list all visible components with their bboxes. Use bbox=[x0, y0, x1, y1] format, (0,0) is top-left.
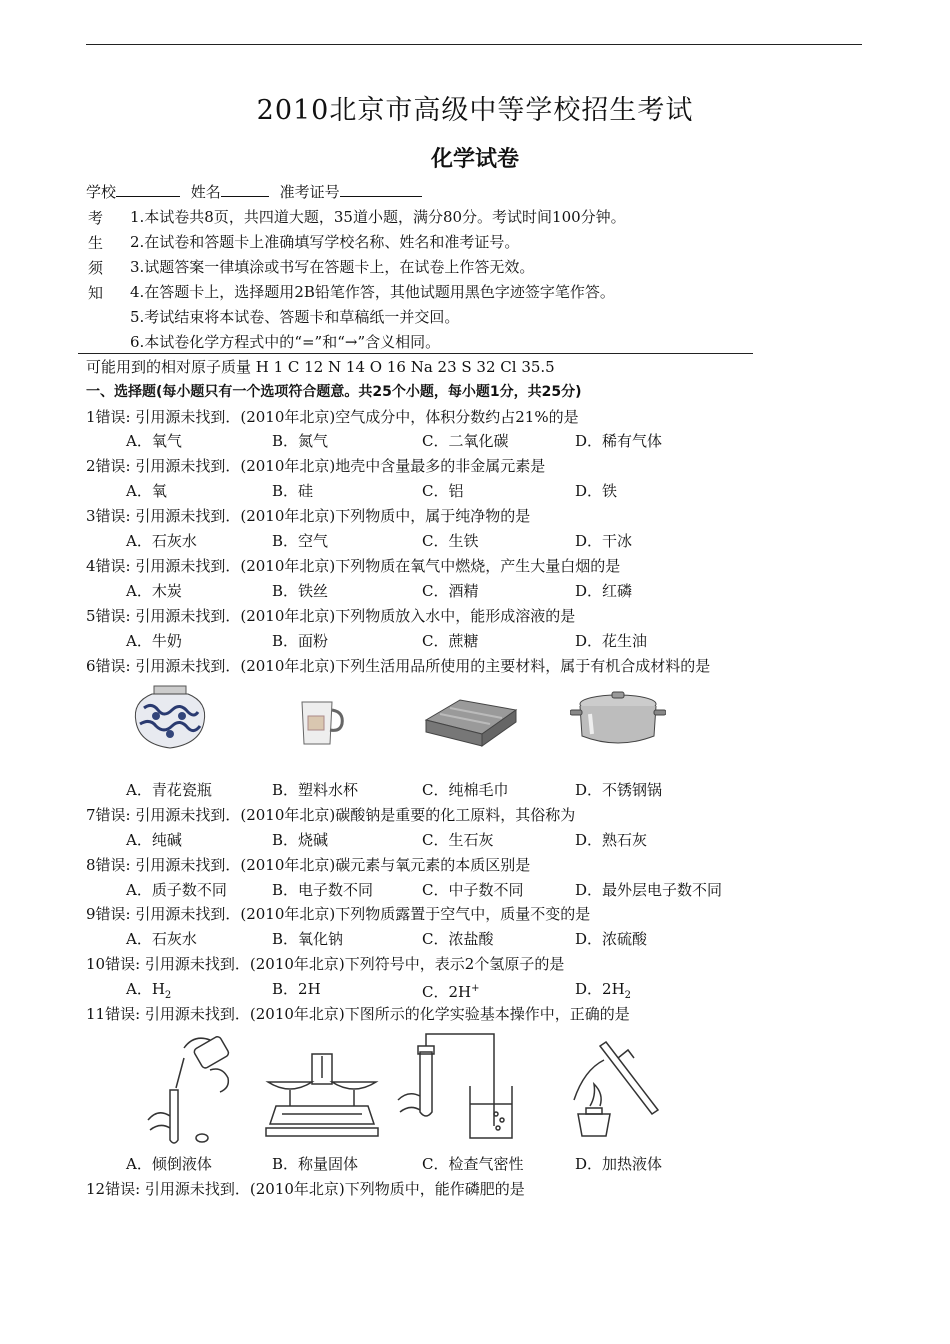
option-d: D．花生油 bbox=[575, 632, 648, 650]
superscript: + bbox=[471, 983, 480, 994]
option-c bbox=[422, 979, 480, 1002]
notice-item: 5.考试结束将本试卷、答题卡和草稿纸一并交回。 bbox=[130, 308, 460, 326]
question-stem: 4错误: 引用源未找到．(2010年北京)下列物质在氧气中燃烧，产生大量白烟的是 bbox=[86, 557, 621, 575]
exam-no-label: 准考证号 bbox=[279, 183, 340, 201]
notice-item: 3.试题答案一律填涂或书写在答题卡上，在试卷上作答无效。 bbox=[130, 258, 535, 276]
porcelain-vase-image bbox=[130, 684, 210, 750]
option-d: D．不锈钢锅 bbox=[575, 781, 663, 799]
option-b: B．铁丝 bbox=[272, 582, 329, 600]
option-c: C．酒精 bbox=[422, 582, 479, 600]
option-b: B．氮气 bbox=[272, 432, 329, 450]
name-blank bbox=[221, 182, 269, 197]
option-c-text: C．2H bbox=[422, 983, 472, 1001]
option-b: B．电子数不同 bbox=[272, 881, 374, 899]
school-blank bbox=[116, 182, 180, 197]
option-a: A．石灰水 bbox=[126, 930, 197, 948]
option-a: A．倾倒液体 bbox=[126, 1155, 212, 1173]
gas-tightness-check-image bbox=[396, 1030, 516, 1142]
plastic-cup-image bbox=[296, 698, 346, 748]
option-d: D．最外层电子数不同 bbox=[575, 881, 723, 899]
option-a: A．氧 bbox=[126, 482, 167, 500]
option-c: C．浓盐酸 bbox=[422, 930, 494, 948]
cotton-towel-image bbox=[420, 690, 520, 750]
option-d: D．浓硫酸 bbox=[575, 930, 648, 948]
question-stem: 1错误: 引用源未找到．(2010年北京)空气成分中，体积分数约占21%的是 bbox=[86, 408, 579, 426]
notice-side-char: 考 bbox=[88, 209, 104, 227]
option-d: D．稀有气体 bbox=[575, 432, 663, 450]
exam-no-blank bbox=[340, 182, 422, 197]
option-d: D．干冰 bbox=[575, 532, 633, 550]
option-c: C．铝 bbox=[422, 482, 464, 500]
option-c: C．纯棉毛巾 bbox=[422, 781, 509, 799]
notice-side-char: 生 bbox=[88, 234, 104, 252]
question-stem: 7错误: 引用源未找到．(2010年北京)碳酸钠是重要的化工原料，其俗称为 bbox=[86, 806, 576, 824]
option-b: B．2H bbox=[272, 980, 321, 998]
option-a: A．氧气 bbox=[126, 432, 182, 450]
info-fields bbox=[86, 182, 422, 202]
option-a: A．石灰水 bbox=[126, 532, 197, 550]
option-b: B．面粉 bbox=[272, 632, 329, 650]
name-label: 姓名 bbox=[190, 183, 221, 201]
question-stem: 10错误: 引用源未找到．(2010年北京)下列符号中，表示2个氢原子的是 bbox=[86, 955, 565, 973]
notice-side-char: 须 bbox=[88, 259, 104, 277]
question-stem: 9错误: 引用源未找到．(2010年北京)下列物质露置于空气中，质量不变的是 bbox=[86, 905, 591, 923]
option-b: B．氧化钠 bbox=[272, 930, 344, 948]
option-c: C．生石灰 bbox=[422, 831, 494, 849]
question-stem: 12错误: 引用源未找到．(2010年北京)下列物质中，能作磷肥的是 bbox=[86, 1180, 525, 1198]
question-stem: 5错误: 引用源未找到．(2010年北京)下列物质放入水中，能形成溶液的是 bbox=[86, 607, 576, 625]
option-d: D．铁 bbox=[575, 482, 618, 500]
option-a-text: A．H bbox=[126, 980, 165, 998]
notice-rule bbox=[78, 353, 753, 354]
notice-side-char: 知 bbox=[88, 284, 104, 302]
option-a: A．质子数不同 bbox=[126, 881, 227, 899]
notice-item: 1.本试卷共8页，共四道大题，35道小题，满分80分。考试时间100分钟。 bbox=[130, 208, 626, 226]
school-label: 学校 bbox=[86, 183, 117, 201]
question-stem: 3错误: 引用源未找到．(2010年北京)下列物质中，属于纯净物的是 bbox=[86, 507, 531, 525]
subscript: 2 bbox=[164, 990, 172, 1001]
option-b: B．塑料水杯 bbox=[272, 781, 359, 799]
question-stem: 6错误: 引用源未找到．(2010年北京)下列生活用品所使用的主要材料，属于有机合成材料的是 bbox=[86, 657, 711, 675]
option-b: B．称量固体 bbox=[272, 1155, 359, 1173]
option-c: C．中子数不同 bbox=[422, 881, 524, 899]
option-b: B．烧碱 bbox=[272, 831, 329, 849]
question-stem: 11错误: 引用源未找到．(2010年北京)下图所示的化学实验基本操作中，正确的是 bbox=[86, 1005, 630, 1023]
atomic-mass-line: 可能用到的相对原子质量 H 1 C 12 N 14 O 16 Na 23 S 32 Cl 35.5 bbox=[86, 358, 555, 376]
option-c: C．检查气密性 bbox=[422, 1155, 524, 1173]
steel-pot-image bbox=[570, 690, 666, 750]
option-d bbox=[575, 979, 631, 1006]
option-a: A．青花瓷瓶 bbox=[126, 781, 212, 799]
notice-item: 6.本试卷化学方程式中的“=”和“→”含义相同。 bbox=[130, 333, 441, 351]
option-d: D．红磷 bbox=[575, 582, 633, 600]
subscript: 2 bbox=[624, 990, 632, 1001]
option-c: C．生铁 bbox=[422, 532, 479, 550]
pouring-liquid-image bbox=[140, 1030, 240, 1146]
option-a: A．牛奶 bbox=[126, 632, 182, 650]
option-d: D．加热液体 bbox=[575, 1155, 663, 1173]
option-d: D．熟石灰 bbox=[575, 831, 648, 849]
section-1-heading: 一、选择题(每小题只有一个选项符合题意。共25个小题，每小题1分，共25分) bbox=[86, 384, 582, 400]
exam-title: 2010北京市高级中等学校招生考试 bbox=[256, 95, 694, 126]
option-a: A．纯碱 bbox=[126, 831, 182, 849]
top-rule bbox=[86, 44, 862, 45]
option-b: B．硅 bbox=[272, 482, 314, 500]
question-stem: 2错误: 引用源未找到．(2010年北京)地壳中含量最多的非金属元素是 bbox=[86, 457, 546, 475]
option-c: C．二氧化碳 bbox=[422, 432, 509, 450]
notice-item: 4.在答题卡上，选择题用2B铅笔作答，其他试题用黑色字迹签字笔作答。 bbox=[130, 283, 615, 301]
balance-scale-image bbox=[262, 1048, 382, 1140]
question-stem: 8错误: 引用源未找到．(2010年北京)碳元素与氧元素的本质区别是 bbox=[86, 856, 531, 874]
option-c: C．蔗糖 bbox=[422, 632, 479, 650]
option-a: A．木炭 bbox=[126, 582, 182, 600]
notice-item: 2.在试卷和答题卡上准确填写学校名称、姓名和准考证号。 bbox=[130, 233, 520, 251]
heating-liquid-image bbox=[566, 1030, 666, 1142]
option-a bbox=[126, 979, 171, 1006]
option-b: B．空气 bbox=[272, 532, 329, 550]
exam-subtitle: 化学试卷 bbox=[430, 147, 519, 172]
option-d-text: D．2H bbox=[575, 980, 625, 998]
